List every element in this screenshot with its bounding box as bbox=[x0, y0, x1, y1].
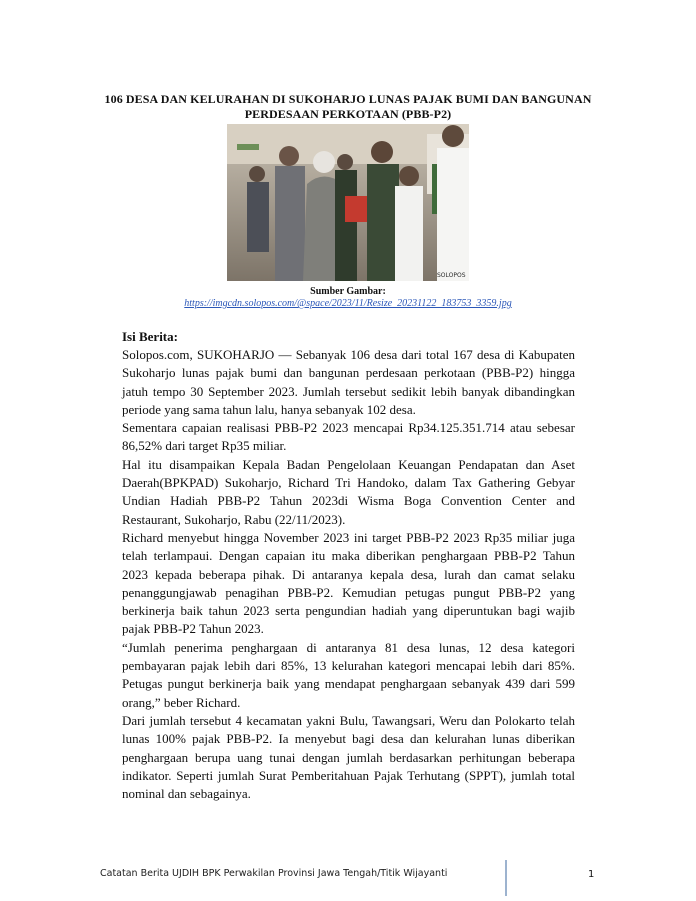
paragraph-5: “Jumlah penerima penghargaan di antaranya 81 desa lunas, 12 desa kategori pembayaran pajak lebih dari 85%, 13 kelurahan kategori mencapai lebih dari 85%. Petugas pungut berkinerja baik yang mendapat penghargaan sebanyak 439 dari 599 orang,” beber Richard. bbox=[122, 639, 575, 710]
paragraph-3: Hal itu disampaikan Kepala Badan Pengelolaan Keuangan Pendapatan dan Aset Daerah(BPKPAD) Sukoharjo, Richard Tri Handoko, dalam Tax Gathering Gebyar Undian Hadiah PBB-P2 Tahun 2023di Wisma Boga Convention Center and Restaurant, Sukoharjo, Rabu (22/11/2023). bbox=[122, 456, 575, 527]
article-body bbox=[122, 346, 575, 803]
news-photo bbox=[227, 124, 469, 281]
paragraph-2: Sementara capaian realisasi PBB-P2 2023 mencapai Rp34.125.351.714 atau sebesar 86,52% dari target Rp35 miliar. bbox=[122, 420, 575, 454]
footer-text: Catatan Berita UJDIH BPK Perwakilan Provinsi Jawa Tengah/Titik Wijayanti bbox=[100, 868, 448, 879]
photo-ceremony-icon bbox=[227, 124, 469, 281]
page-number: 1 bbox=[588, 869, 595, 880]
footer-divider bbox=[505, 860, 507, 896]
paragraph-1: Solopos.com, SUKOHARJO — Sebanyak 106 desa dari total 167 desa di Kabupaten Sukoharjo lunas pajak bumi dan bangunan perdesaan perkotaan (PBB-P2) hingga jatuh tempo 30 September 2023. Jumlah tersebut sedikit lebih banyak dibandingkan periode yang sama tahun lalu, hanya sebanyak 102 desa. bbox=[122, 347, 575, 417]
section-heading: Isi Berita: bbox=[122, 329, 178, 344]
paragraph-4: Richard menyebut hingga November 2023 ini target PBB-P2 2023 Rp35 miliar juga telah terlampaui. Dengan capaian itu maka diberikan penghargaan PBB-P2 Tahun 2023 kepada beberapa pihak. Di antaranya kepala desa, lurah dan camat selaku penanggungjawab penagihan PBB-P2. Kemudian petugas pungut PBB-P2 yang berkinerja baik tahun 2023 serta pengundian hadiah yang diperuntukan bagi wajib pajak PBB-P2 Tahun 2023. bbox=[122, 529, 575, 637]
paragraph-6: Dari jumlah tersebut 4 kecamatan yakni Bulu, Tawangsari, Weru dan Polokarto telah lunas 100% pajak PBB-P2. Ia menyebut bagi desa dan kelurahan lunas diberikan penghargaan berupa uang tunai dengan jumlah berdasarkan perhitungan beberapa indikator. Seperti jumlah Surat Pemberitahuan Pajak Terhutang (SPPT), jumlah total nominal dan sebagainya. bbox=[122, 712, 575, 802]
document-title: 106 DESA DAN KELURAHAN DI SUKOHARJO LUNAS PAJAK BUMI DAN BANGUNAN PERDESAAN PERKOTAAN (PBB-P2) bbox=[104, 92, 592, 121]
image-source-label: Sumber Gambar: bbox=[310, 286, 386, 297]
watermark: SOLOPOS bbox=[437, 272, 466, 279]
image-source-link[interactable]: https://imgcdn.solopos.com/@space/2023/11/Resize_20231122_183753_3359.jpg bbox=[184, 298, 512, 309]
